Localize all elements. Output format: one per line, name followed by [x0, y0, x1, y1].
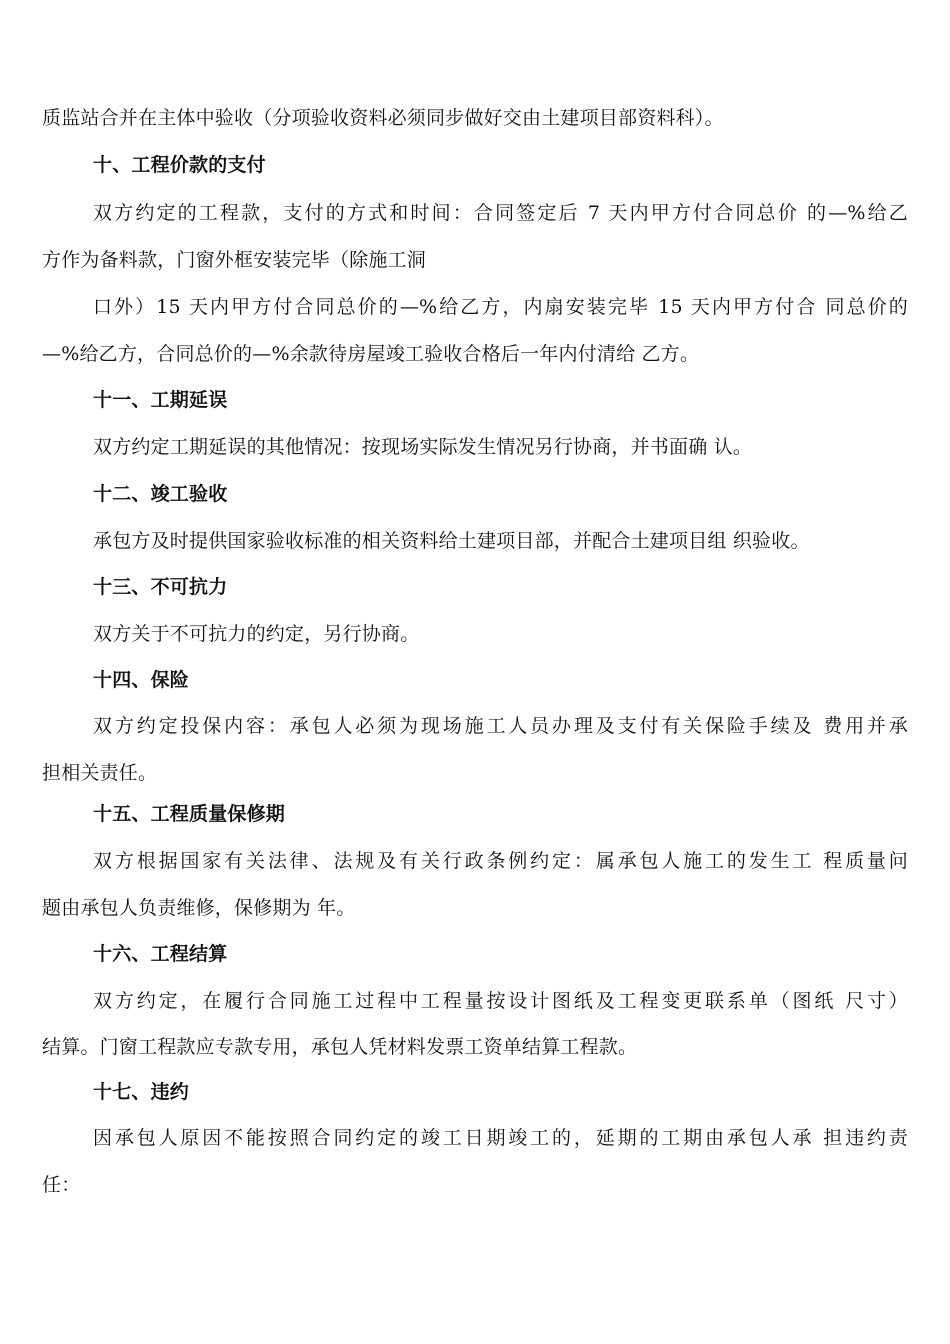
paragraph-line: 双方约定投保内容：承包人必须为现场施工人员办理及支付有关保险手续及 费用并承: [93, 715, 908, 737]
paragraph-line: 任：: [42, 1174, 81, 1196]
section-heading-17: 十七、违约: [93, 1081, 190, 1103]
paragraph-line: 双方约定工期延误的其他情况：按现场实际发生情况另行协商，并书面确 认。: [93, 436, 753, 458]
section-heading-14: 十四、保险: [93, 669, 190, 691]
section-heading-16: 十六、工程结算: [93, 943, 228, 965]
paragraph-line: 双方约定，在履行合同施工过程中工程量按设计图纸及工程变更联系单（图纸 尺寸）: [93, 990, 908, 1012]
paragraph-line: 双方关于不可抗力的约定，另行协商。: [93, 623, 420, 645]
section-heading-11: 十一、工期延误: [93, 389, 228, 411]
paragraph-line: 题由承包人负责维修，保修期为 年。: [42, 897, 356, 919]
paragraph-line: 结算。门窗工程款应专款专用，承包人凭材料发票工资单结算工程款。: [42, 1036, 638, 1058]
paragraph-line: —%给乙方，合同总价的—%余款待房屋竣工验收合格后一年内付清给 乙方。: [42, 343, 700, 365]
paragraph-line: 口外）15 天内甲方付合同总价的—%给乙方，内扇安装完毕 15 天内甲方付合 同总价的: [93, 296, 908, 318]
section-heading-12: 十二、竣工验收: [93, 483, 228, 505]
section-heading-13: 十三、不可抗力: [93, 576, 228, 598]
paragraph-line: 承包方及时提供国家验收标准的相关资料给土建项目部，并配合土建项目组 织验收。: [93, 530, 810, 552]
paragraph-line: 方作为备料款，门窗外框安装完毕（除施工洞: [42, 249, 427, 271]
paragraph-line: 因承包人原因不能按照合同约定的竣工日期竣工的，延期的工期由承包人承 担违约责: [93, 1127, 908, 1149]
paragraph-line: 担相关责任。: [42, 762, 158, 784]
section-heading-15: 十五、工程质量保修期: [93, 803, 286, 825]
paragraph-line: 质监站合并在主体中验收（分项验收资料必须同步做好交由土建项目部资料科）。: [42, 107, 724, 129]
paragraph-line: 双方约定的工程款，支付的方式和时间：合同签定后 7 天内甲方付合同总价 的—%给乙: [93, 202, 908, 224]
section-heading-10: 十、工程价款的支付: [93, 154, 266, 176]
paragraph-line: 双方根据国家有关法律、法规及有关行政条例约定：属承包人施工的发生工 程质量问: [93, 850, 908, 872]
